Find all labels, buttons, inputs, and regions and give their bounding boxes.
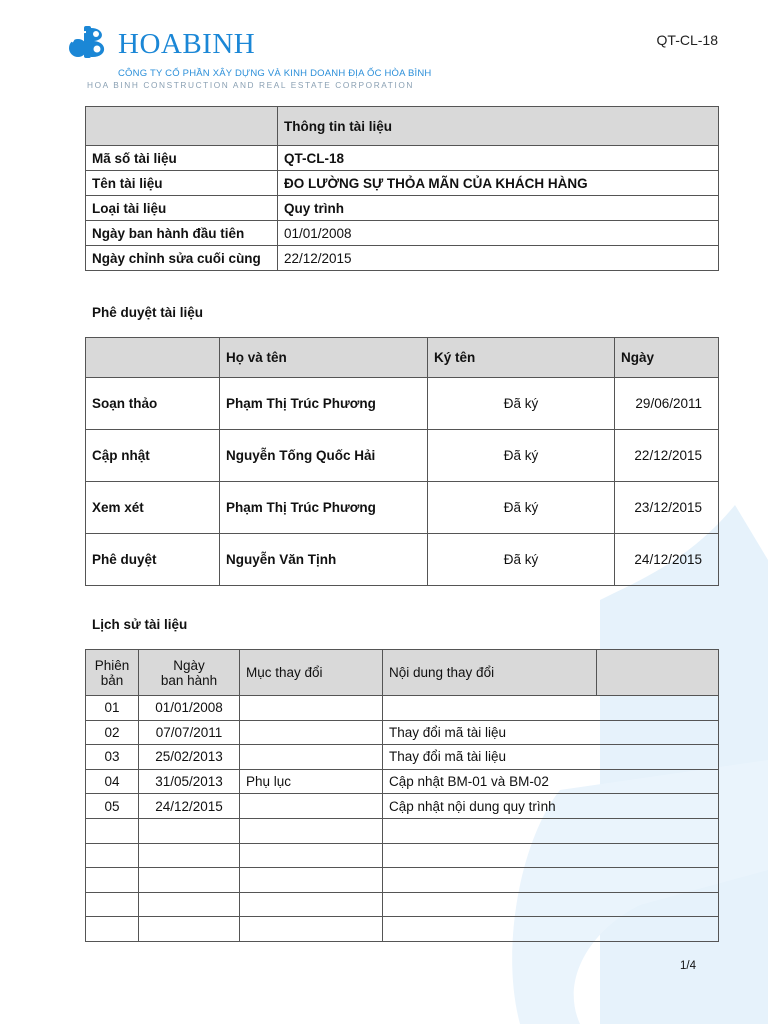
table-row xyxy=(86,482,719,534)
approval-signature: Đã ký xyxy=(428,378,615,430)
history-section xyxy=(240,917,383,942)
table-row xyxy=(86,221,719,246)
history-date: 25/02/2013 xyxy=(139,745,240,770)
table-row xyxy=(86,843,719,868)
history-version xyxy=(86,892,139,917)
history-date xyxy=(139,892,240,917)
table-row xyxy=(86,794,719,819)
page-number: 1/4 xyxy=(680,960,696,972)
company-name-en: HOA BINH CONSTRUCTION AND REAL ESTATE CORPORATION xyxy=(87,80,415,90)
table-row xyxy=(86,430,719,482)
history-date xyxy=(139,917,240,942)
header-cell-empty xyxy=(597,650,719,696)
info-label: Ngày ban hành đầu tiên xyxy=(86,221,278,246)
table-row xyxy=(86,650,719,696)
table-row xyxy=(86,146,719,171)
history-section xyxy=(240,818,383,843)
history-content xyxy=(383,868,719,893)
history-section xyxy=(240,794,383,819)
history-version xyxy=(86,868,139,893)
info-label: Loại tài liệu xyxy=(86,196,278,221)
info-label: Ngày chỉnh sửa cuối cùng xyxy=(86,246,278,271)
table-row xyxy=(86,720,719,745)
approval-date: 23/12/2015 xyxy=(615,482,719,534)
history-section xyxy=(240,720,383,745)
history-section xyxy=(240,696,383,721)
history-table xyxy=(85,649,719,942)
header-cell-empty xyxy=(86,107,278,146)
approval-name: Phạm Thị Trúc Phương xyxy=(220,378,428,430)
info-value: Quy trình xyxy=(278,196,719,221)
header-issue-date: Ngày ban hành xyxy=(139,650,240,696)
table-row xyxy=(86,338,719,378)
approval-signature: Đã ký xyxy=(428,534,615,586)
approval-table xyxy=(85,337,719,586)
approval-date: 24/12/2015 xyxy=(615,534,719,586)
history-version: 01 xyxy=(86,696,139,721)
approval-section-title: Phê duyệt tài liệu xyxy=(92,305,204,320)
table-row xyxy=(86,769,719,794)
header-changed-section: Mục thay đổi xyxy=(240,650,383,696)
history-date: 24/12/2015 xyxy=(139,794,240,819)
header-version: Phiên bản xyxy=(86,650,139,696)
company-name-vn: CÔNG TY CỔ PHẦN XÂY DỰNG VÀ KINH DOANH ĐỊA ỐC HÒA BÌNH xyxy=(118,68,432,79)
history-version xyxy=(86,917,139,942)
document-code: QT-CL-18 xyxy=(656,32,718,48)
history-content xyxy=(383,892,719,917)
approval-date: 22/12/2015 xyxy=(615,430,719,482)
table-row xyxy=(86,171,719,196)
history-date xyxy=(139,843,240,868)
info-value: ĐO LƯỜNG SỰ THỎA MÃN CỦA KHÁCH HÀNG xyxy=(278,171,719,196)
approval-role: Cập nhật xyxy=(86,430,220,482)
history-version: 02 xyxy=(86,720,139,745)
history-version xyxy=(86,843,139,868)
approval-signature: Đã ký xyxy=(428,482,615,534)
table-row xyxy=(86,696,719,721)
history-content xyxy=(383,843,719,868)
brand-name: HOABINH xyxy=(118,28,256,60)
header-date: Ngày xyxy=(615,338,719,378)
history-version: 04 xyxy=(86,769,139,794)
history-content xyxy=(383,696,719,721)
document-info-table xyxy=(85,106,719,271)
history-version: 05 xyxy=(86,794,139,819)
table-row xyxy=(86,534,719,586)
history-date: 31/05/2013 xyxy=(139,769,240,794)
history-section xyxy=(240,745,383,770)
approval-name: Phạm Thị Trúc Phương xyxy=(220,482,428,534)
approval-date: 29/06/2011 xyxy=(615,378,719,430)
approval-signature: Đã ký xyxy=(428,430,615,482)
history-date: 01/01/2008 xyxy=(139,696,240,721)
table-row xyxy=(86,868,719,893)
approval-role: Phê duyệt xyxy=(86,534,220,586)
header-change-content: Nội dung thay đổi xyxy=(383,650,597,696)
table-row xyxy=(86,892,719,917)
history-section: Phụ lục xyxy=(240,769,383,794)
header-cell-empty xyxy=(86,338,220,378)
history-content: Cập nhật BM-01 và BM-02 xyxy=(383,769,719,794)
table-row xyxy=(86,745,719,770)
history-section xyxy=(240,892,383,917)
approval-role: Soạn thảo xyxy=(86,378,220,430)
history-content xyxy=(383,818,719,843)
history-section xyxy=(240,843,383,868)
info-label: Tên tài liệu xyxy=(86,171,278,196)
history-date: 07/07/2011 xyxy=(139,720,240,745)
hoabinh-logo-icon xyxy=(68,22,114,62)
approval-role: Xem xét xyxy=(86,482,220,534)
info-value: 22/12/2015 xyxy=(278,246,719,271)
history-section xyxy=(240,868,383,893)
info-header: Thông tin tài liệu xyxy=(278,107,719,146)
info-value: 01/01/2008 xyxy=(278,221,719,246)
table-row xyxy=(86,378,719,430)
header-signature: Ký tên xyxy=(428,338,615,378)
info-value: QT-CL-18 xyxy=(278,146,719,171)
table-row xyxy=(86,246,719,271)
history-version: 03 xyxy=(86,745,139,770)
history-content: Thay đổi mã tài liệu xyxy=(383,720,719,745)
approval-name: Nguyễn Văn Tịnh xyxy=(220,534,428,586)
table-row xyxy=(86,196,719,221)
table-row xyxy=(86,818,719,843)
history-content: Thay đổi mã tài liệu xyxy=(383,745,719,770)
header-name: Họ và tên xyxy=(220,338,428,378)
history-date xyxy=(139,868,240,893)
history-version xyxy=(86,818,139,843)
table-row xyxy=(86,107,719,146)
history-section-title: Lịch sử tài liệu xyxy=(92,617,188,632)
info-label: Mã số tài liệu xyxy=(86,146,278,171)
history-content: Cập nhật nội dung quy trình xyxy=(383,794,719,819)
history-content xyxy=(383,917,719,942)
history-date xyxy=(139,818,240,843)
table-row xyxy=(86,917,719,942)
approval-name: Nguyễn Tống Quốc Hải xyxy=(220,430,428,482)
